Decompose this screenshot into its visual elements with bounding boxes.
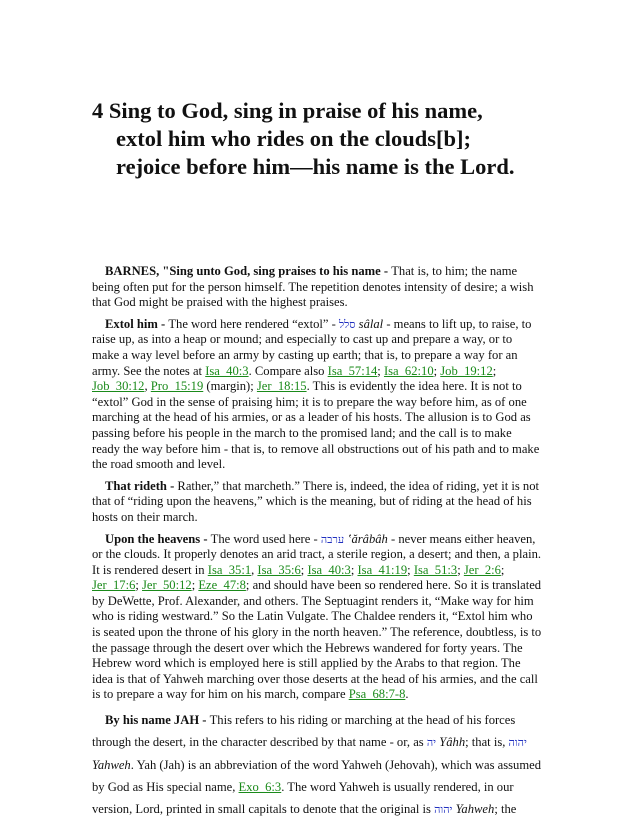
commentary-paragraph-heavens: Upon the heavens - The word used here - ערבה ‛ărâbâh - never means either heaven, or the clouds. It properly denotes an arid tract, a sterile region, a desert; and then, a plain. It is rendered desert in Isa_35:1, Isa_35:6; Isa_40:3; Isa_41:19; Isa_51:3; Jer_2:6; Jer_17:6; Jer_50:12; Eze_47:8; and should have been so rendered here. So it is translated by DeWette, Prof. Alexander, and others. The Septuagint renders it, “Make way for him who is riding westward.” So the Latin Vulgate. The Chaldee renders it, “Extol him who is seated upon the throne of his glory in the north heaven.” The reference, doubtless, is to the passage through the desert over which the Hebrews wandered for forty years. The Hebrew word which is employed here is still applied by the Arabs to that region. The idea is that of Yahweh marching over those deserts at the head of his armies, and the call is to prepare a way for him on his march, compare Psa_68:7-8. [92, 531, 542, 702]
transliteration: Yâhh [439, 735, 466, 750]
scripture-link[interactable]: Jer_18:15 [256, 379, 307, 394]
commentary [92, 264, 542, 827]
commentary-term: BARNES, "Sing unto God, sing praises to his name - [105, 264, 392, 278]
scripture-link[interactable]: Isa_57:14 [327, 363, 378, 378]
scripture-link[interactable]: Isa_35:1 [207, 562, 252, 577]
commentary-paragraph-extol: Extol him - The word here rendered “extol” - סלל sâlal - means to lift up, to raise, to raise up, as into a heap or mound; and especially to cast up and prepare a way, or to make a way level before an army by casting up earth; that is, to prepare a way for an army. See the notes at Isa_40:3. Compare also Isa_57:14; Isa_62:10; Job_19:12; Job_30:12, Pro_15:19 (margin); Jer_18:15. This is evidently the idea here. It is not to “extol” God in the sense of praising him; it is to prepare the way before him, as of one marching at the head of his armies, or as a leader of his hosts. The allusion is to God as passing before his people in the march to the promised land; and the call is to make ready the way before him - that is, to remove all obstructions out of his path and to make the road smooth and level. [92, 316, 540, 472]
commentary-term: By his name JAH - [105, 713, 210, 728]
commentary-paragraph-jah: By his name JAH - This refers to his riding or marching at the head of his forces through the desert, in the character described by that name - or, as יה Yâhh; that is, יהוה Yahweh. Yah (Jah) is an abbreviation of the word Yahweh (Jehovah), which was assumed by God as His special name, Exo_6:3. The word Yahweh is usually rendered, in our version, Lord, printed in small capitals to denote that the original is יהוה Yahweh; the [92, 713, 542, 817]
scripture-link[interactable]: Psa_68:7-8 [348, 687, 406, 702]
scripture-link[interactable]: Isa_35:6 [257, 562, 301, 577]
commentary-paragraph-rideth: That rideth - Rather,” that marcheth.” There is, indeed, the idea of riding, yet it is not that of “riding upon the heavens,” which is the meaning, but of riding at the head of his hosts on their march. [92, 478, 539, 524]
hebrew-word: ערבה [320, 532, 345, 546]
verse-line-2: extol him who rides on the clouds[b]; [116, 126, 472, 151]
scripture-link[interactable]: Eze_47:8 [198, 578, 246, 593]
transliteration: ‛ărâbâh [347, 531, 388, 546]
commentary-term: Extol him - [105, 316, 169, 331]
verse-number: 4 [92, 98, 104, 123]
scripture-link[interactable]: Jer_50:12 [142, 578, 192, 593]
hebrew-word: יהוה [434, 803, 453, 817]
transliteration: sâlal [358, 316, 384, 331]
commentary-term: That rideth - [105, 478, 178, 493]
hebrew-word: סלל [338, 317, 356, 331]
hebrew-word: יה [426, 736, 437, 750]
scripture-link[interactable]: Job_19:12 [440, 363, 493, 378]
scripture-link[interactable]: Pro_15:19 [150, 379, 204, 394]
scripture-link[interactable]: Isa_62:10 [383, 363, 434, 378]
commentary-term: Upon the heavens - [105, 531, 211, 546]
scripture-link[interactable]: Job_30:12 [92, 379, 145, 394]
scripture-link[interactable]: Isa_41:19 [357, 562, 408, 577]
scripture-link[interactable]: Isa_40:3 [307, 562, 351, 577]
scripture-link[interactable]: Jer_2:6 [463, 562, 501, 577]
verse-line-3: rejoice before him—his name is the Lord. [116, 154, 515, 179]
scripture-link[interactable]: Exo_6:3 [238, 780, 282, 795]
commentary-paragraph-sing: BARNES, "Sing unto God, sing praises to his name - That is, to him; the name being often put for the person himself. The repetition denotes intensity of desire; a wish that God might be praised with the highest praises. [92, 264, 534, 310]
hebrew-word: יהוה [508, 736, 527, 750]
transliteration: Yahweh [92, 758, 131, 773]
scripture-link[interactable]: Isa_40:3 [205, 363, 249, 378]
scripture-link[interactable]: Jer_17:6 [92, 578, 136, 593]
verse-text [92, 97, 612, 181]
verse-line-1: 4 Sing to God, sing in praise of his name, [92, 98, 483, 123]
scripture-link[interactable]: Isa_51:3 [413, 562, 458, 577]
transliteration: Yahweh [455, 802, 495, 817]
